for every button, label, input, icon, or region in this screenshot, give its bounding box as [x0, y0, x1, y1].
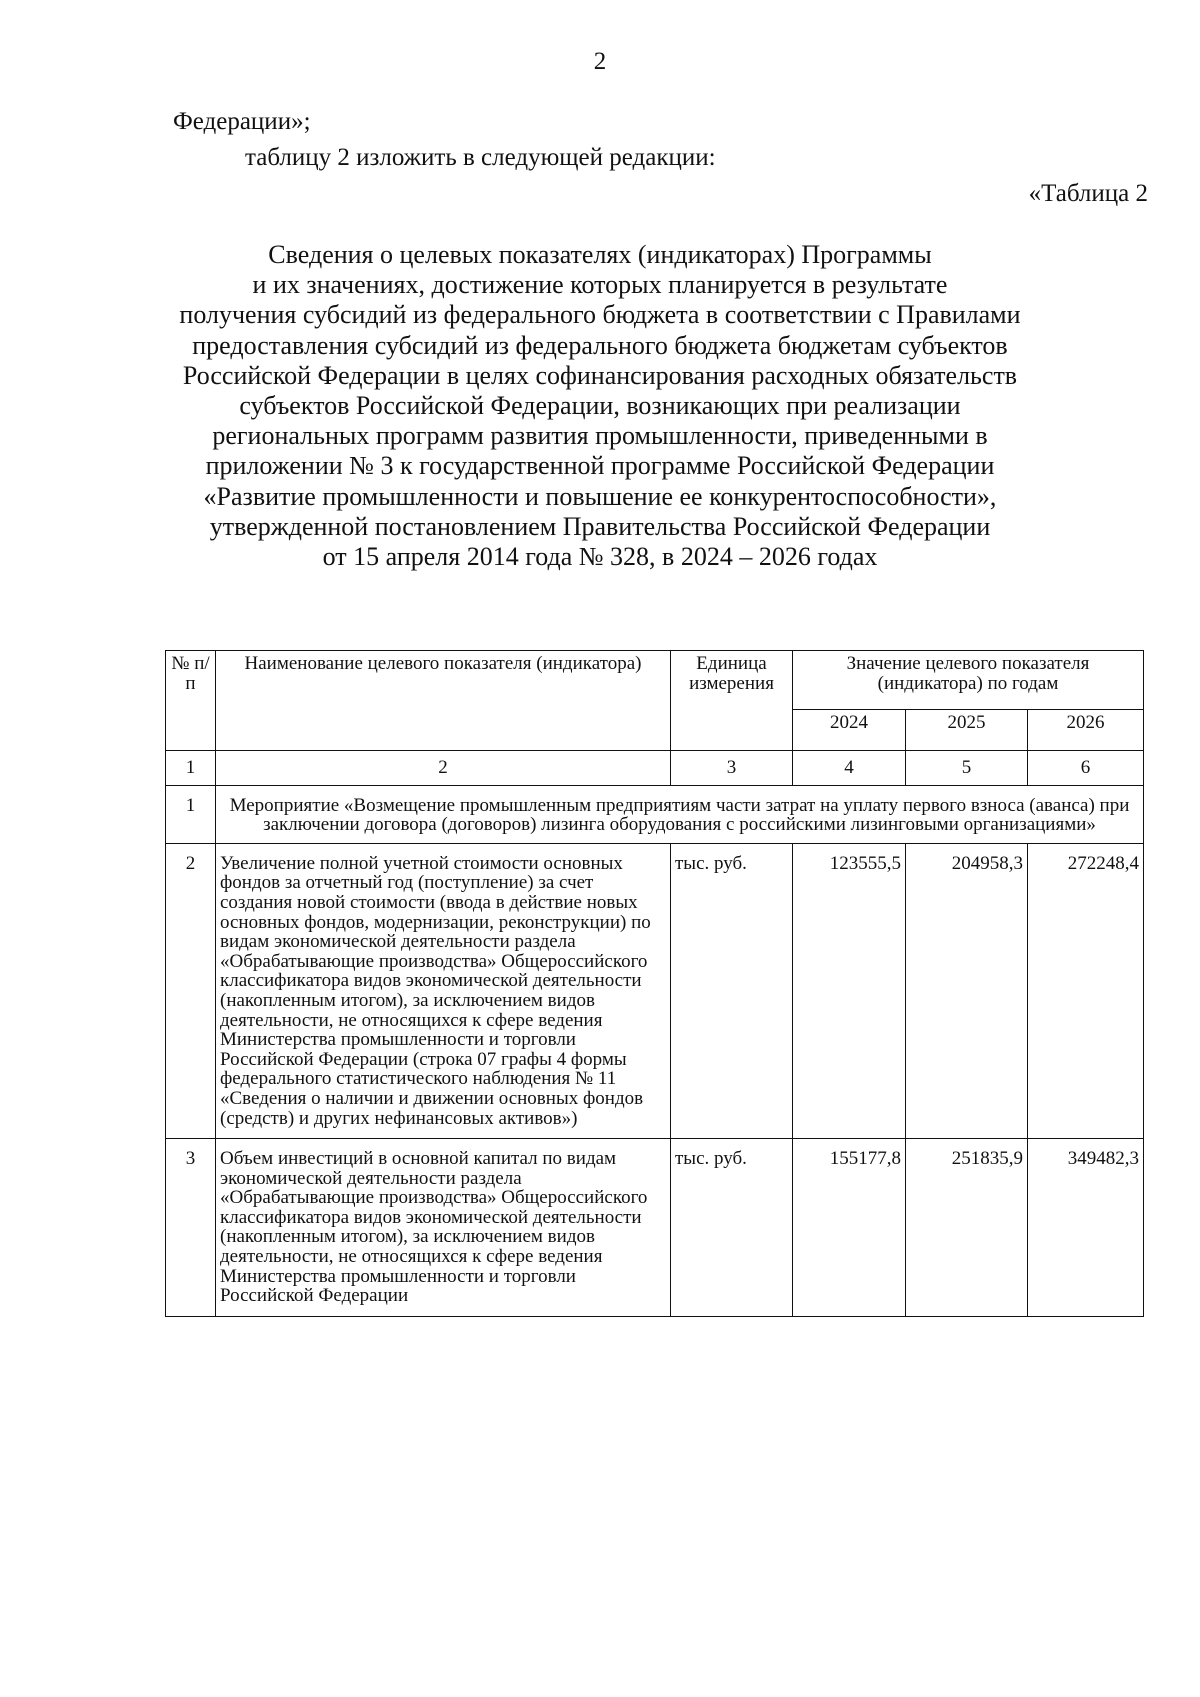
value-2025: 251835,9 [906, 1139, 1028, 1317]
table-heading [160, 240, 1040, 572]
event-row [166, 785, 1144, 843]
heading-line: утвержденной постановлением Правительства Российской Федерации [209, 511, 991, 541]
value-2026: 349482,3 [1028, 1139, 1144, 1317]
value-2024: 155177,8 [793, 1139, 906, 1317]
heading-line: приложении № 3 к государственной программе Российской Федерации [205, 451, 995, 481]
indicator-unit: тыс. руб. [671, 843, 793, 1138]
heading-line: и их значениях, достижение которых планируется в результате [252, 270, 948, 300]
indicator-name: Объем инвестиций в основной капитал по видам экономической деятельности раздела «Обрабатывающие производства» Общероссийского классификатора видов экономической деятельности (накопленным итогом), за исключением видов деятельности, не относящихся к сфере ведения Министерства промышленности и торговли Российской Федерации [216, 1139, 671, 1317]
continuation-text: Федерации»; [173, 108, 311, 135]
indicator-unit: тыс. руб. [671, 1139, 793, 1317]
column-number: 5 [906, 751, 1028, 786]
table-label: «Таблица 2 [1028, 180, 1148, 207]
table-header-row [166, 651, 1144, 710]
indicator-name: Увеличение полной учетной стоимости основных фондов за отчетный год (поступление) за счет создания новой стоимости (ввода в действие новых основных фондов, модернизации, реконструкции) по видам экономической деятельности раздела «Обрабатывающие производства» Общероссийского классификатора видов экономической деятельности (накопленным итогом), за исключением видов деятельности, не относящихся к сфере ведения Министерства промышленности и торговли Российской Федерации (строка 07 графы 4 формы федерального статистического наблюдения № 11 «Сведения о наличии и движении основных фондов (средств) и других нефинансовых активов») [216, 843, 671, 1138]
heading-line: Сведения о целевых показателях (индикаторах) Программы [268, 240, 932, 269]
row-num: 1 [166, 785, 216, 843]
column-number: 4 [793, 751, 906, 786]
table-row [166, 1139, 1144, 1317]
column-number: 1 [166, 751, 216, 786]
column-number: 2 [216, 751, 671, 786]
header-year: 2025 [906, 710, 1028, 751]
indicators-table [165, 650, 1144, 1317]
header-unit: Единица измерения [671, 651, 793, 751]
heading-line: предоставления субсидий из федерального бюджета бюджетам субъектов [192, 330, 1008, 360]
heading-line: Российской Федерации в целях софинансирования расходных обязательств [182, 360, 1018, 390]
column-number: 6 [1028, 751, 1144, 786]
heading-line: от 15 апреля 2014 года № 328, в 2024 – 2026 годах [322, 542, 878, 572]
column-numbers-row [166, 751, 1144, 786]
header-year: 2024 [793, 710, 906, 751]
header-year: 2026 [1028, 710, 1144, 751]
column-number: 3 [671, 751, 793, 786]
heading-line: региональных программ развития промышленности, приведенными в [212, 421, 988, 451]
instruction-text: таблицу 2 изложить в следующей редакции: [245, 144, 716, 171]
row-num: 3 [166, 1139, 216, 1317]
header-name: Наименование целевого показателя (индикатора) [216, 651, 671, 751]
value-2025: 204958,3 [906, 843, 1028, 1138]
page-number: 2 [593, 48, 607, 75]
value-2024: 123555,5 [793, 843, 906, 1138]
header-num: № п/п [166, 651, 216, 751]
heading-line: получения субсидий из федерального бюджета в соответствии с Правилами [179, 300, 1021, 330]
event-text: Мероприятие «Возмещение промышленным предприятиям части затрат на уплату первого взноса (аванса) при заключении договора (договоров) лизинга оборудования с российскими лизинговыми организациями» [216, 785, 1144, 843]
value-2026: 272248,4 [1028, 843, 1144, 1138]
heading-line: субъектов Российской Федерации, возникающих при реализации [239, 391, 961, 421]
header-values-group: Значение целевого показателя (индикатора) по годам [793, 651, 1144, 710]
heading-line: «Развитие промышленности и повышение ее конкурентоспособности», [203, 481, 997, 511]
row-num: 2 [166, 843, 216, 1138]
table-row [166, 843, 1144, 1138]
